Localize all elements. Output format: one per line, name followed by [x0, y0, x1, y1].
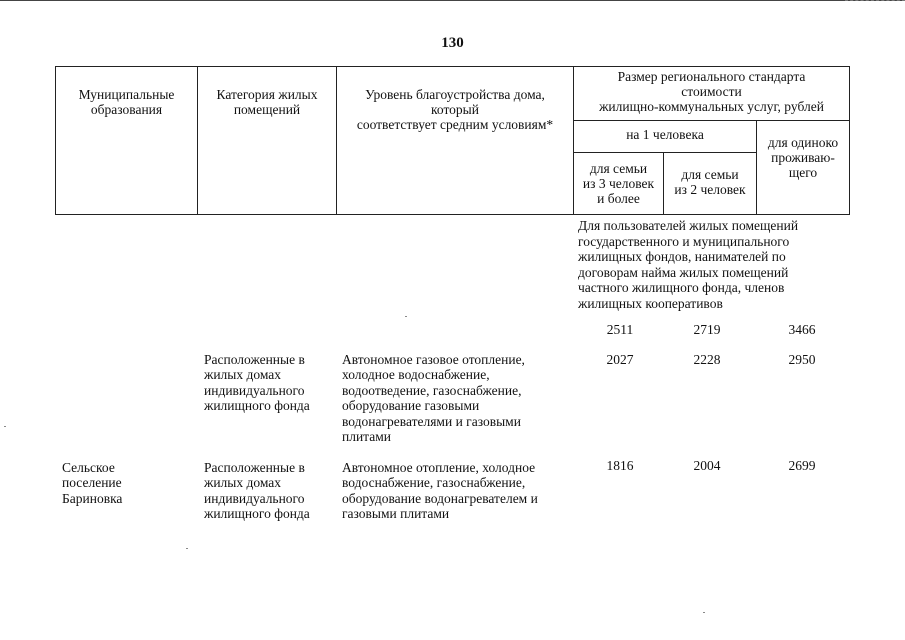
page-number: 130	[441, 35, 464, 51]
scan-edge-line	[0, 0, 905, 1]
table-note: Для пользователей жилых помещений государственного и муниципального жилищных фондов, нанимателей по договорам найма жилых помещений частного жилищного фонда, членов жилищных кооперативов	[578, 218, 799, 311]
scan-speck	[186, 548, 188, 549]
header-level: Уровень благоустройства дома, который соответствует средним условиям*	[337, 67, 574, 215]
row2-value-family2: 2228	[693, 352, 721, 367]
row2-value-family3: 2027	[606, 352, 634, 367]
row1-value-single: 3466	[788, 322, 816, 337]
header-size-title: Размер регионального стандарта стоимости жилищно-коммунальных услуг, рублей	[574, 67, 850, 121]
scan-edge-dash	[845, 0, 905, 1]
scan-speck	[703, 612, 705, 613]
row3-value-family3: 1816	[606, 458, 634, 473]
header-per-person: на 1 человека	[574, 121, 757, 153]
row3-level: Автономное отопление, холодное водоснабжение, газоснабжение, оборудование водонагревателем и газовыми плитами	[342, 460, 538, 522]
row3-category: Расположенные в жилых домах индивидуального жилищного фонда	[204, 460, 310, 522]
header-family3: для семьи из 3 человек и более	[574, 153, 664, 215]
row3-municipality: Сельское поселение Бариновка	[62, 460, 123, 506]
header-municipality: Муниципальные образования	[56, 67, 198, 215]
row1-value-family3: 2511	[606, 322, 634, 337]
header-single: для одиноко проживаю- щего	[757, 121, 850, 215]
row3-value-single: 2699	[788, 458, 816, 473]
header-family2: для семьи из 2 человек	[664, 153, 757, 215]
row3-value-family2: 2004	[693, 458, 721, 473]
table-header	[55, 66, 850, 215]
row2-level: Автономное газовое отопление, холодное водоснабжение, водоотведение, газоснабжение, оборудование газовыми водонагревателями и газовыми плитами	[342, 352, 525, 445]
row2-value-single: 2950	[788, 352, 816, 367]
scan-speck	[4, 426, 6, 427]
row2-category: Расположенные в жилых домах индивидуального жилищного фонда	[204, 352, 310, 414]
row1-value-family2: 2719	[693, 322, 721, 337]
header-category: Категория жилых помещений	[198, 67, 337, 215]
scan-speck	[405, 316, 407, 317]
